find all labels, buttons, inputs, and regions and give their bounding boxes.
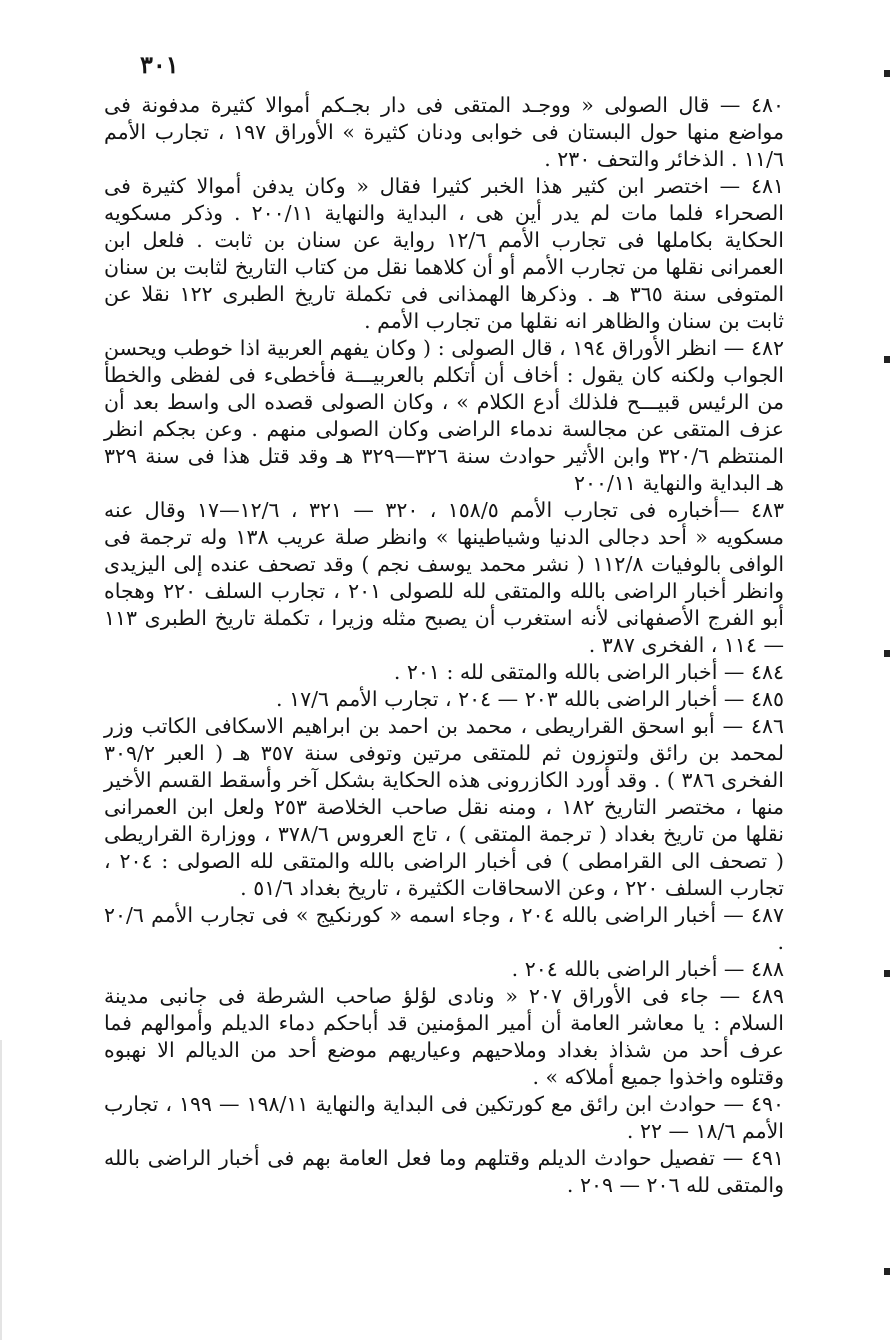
note-487: ٤٨٧ — أخبار الراضى بالله ٢٠٤ ، وجاء اسمه « كورنكيج » فى تجارب الأمم ٢٠/٦ . (104, 903, 785, 954)
note-490: ٤٩٠ — حوادث ابن رائق مع كورتكين فى البداية والنهاية ١٩٨/١١ — ١٩٩ ، تجارب الأمم ١٨/٦ — ٢٢ . (104, 1092, 784, 1143)
scan-margin-mark (884, 1268, 890, 1275)
scan-margin-mark (884, 356, 890, 363)
note-483: ٤٨٣ —أخباره فى تجارب الأمم ١٥٨/٥ ، ٣٢٠ — ٣٢١ ، ١٢/٦—١٧ وقال عنه مسكويه « أحد دجالى الدنيا وشياطينها » وانظر صلة عريب ١٣٨ وله ترجمة فى الوافى بالوفيات ١١٢/٨ ( نشر محمد يوسف نجم ) وقد تصحف عنده إلى اليزيدى وانظر أخبار الراضى بالله والمتقى لله للصولى ٢٠١ ، تجارب السلف ٢٢٠ وهجاه أبو الفرج الأصفهانى لأنه استغرب أن يصبح مثله وزيرا ، تكملة تاريخ الطبرى ١١٣ — ١١٤ ، الفخرى ٣٨٧ . (104, 498, 785, 657)
scan-margin-mark (884, 70, 890, 77)
note-481: ٤٨١ — اختصر ابن كثير هذا الخبر كثيرا فقال « وكان يدفن أموالا كثيرة فى الصحراء فلما مات لم يدر أين هى ، البداية والنهاية ٢٠٠/١١ . وذكر مسكويه الحكاية بكاملها فى تجارب الأمم ١٢/٦ رواية عن سنان بن ثابت . فلعل ابن العمرانى نقلها من تجارب الأمم أو أن كلاهما نقل من كتاب التاريخ لثابت بن سنان المتوفى سنة ٣٦٥ هـ . وذكرها الهمذانى فى تكملة تاريخ الطبرى ١٢٢ نقلا عن ثابت بن سنان والظاهر انه نقلها من تجارب الأمم . (104, 174, 785, 333)
note-491: ٤٩١ — تفصيل حوادث الديلم وقتلهم وما فعل العامة بهم فى أخبار الراضى بالله والمتقى لله ٢٠٦ — ٢٠٩ . (104, 1146, 784, 1197)
note-486: ٤٨٦ — أبو اسحق القراريطى ، محمد بن احمد بن ابراهيم الاسكافى الكاتب وزر لمحمد بن رائق ولتوزون ثم للمتقى مرتين وتوفى سنة ٣٥٧ هـ ( العبر ٣٠٩/٢ الفخرى ٣٨٦ ) . وقد أورد الكازرونى هذه الحكاية بشكل آخر وأسقط القسم الأخير منها ، مختصر التاريخ ١٨٢ ، ومنه نقل صاحب الخلاصة ٢٥٣ ولعل ابن العمرانى نقلها من تاريخ بغداد ( ترجمة المتقى ) ، تاج العروس ٣٧٨/٦ ، ووزارة القراريطى ( تصحف الى القرامطى ) فى أخبار الراضى بالله والمتقى لله الصولى : ٢٠٤ ، تجارب السلف ٢٢٠ ، وعن الاسحاقات الكثيرة ، تاريخ بغداد ٥١/٦ . (104, 714, 785, 900)
scan-edge-line (0, 1040, 2, 1340)
scan-margin-mark (884, 650, 890, 657)
scan-margin-mark (884, 970, 890, 977)
note-488: ٤٨٨ — أخبار الراضى بالله ٢٠٤ . (511, 957, 784, 981)
note-484: ٤٨٤ — أخبار الراضى بالله والمتقى لله : ٢٠١ . (393, 660, 784, 684)
note-480: ٤٨٠ — قال الصولى « ووجـد المتقى فى دار بجـكم أموالا كثيرة مدفونة فى مواضع منها حول البستان فى خوابى ودنان كثيرة » الأوراق ١٩٧ ، تجارب الأمم ١١/٦ . الذخائر والتحف ٢٣٠ . (104, 93, 785, 171)
note-482: ٤٨٢ — انظر الأوراق ١٩٤ ، قال الصولى : ( وكان يفهم العربية اذا خوطب ويحسن الجواب ولكنه كان يقول : أخاف أن أتكلم بالعربيـــة فأخطىء فى لفظى والخطأ من الرئيس قبيـــح فلذلك أدع الكلام » ، وكان الصولى قصده الى واسط بعد أن عزف المتقى عن مجالسة ندماء الراضى وكان الصولى منهم . وعن بجكم انظر المنتظم ٣٢٠/٦ وابن الأثير حوادث سنة ٣٢٦—٣٢٩ هـ وقد قتل هذا فى سنة ٣٢٩ هـ البداية والنهاية ٢٠٠/١١ (104, 336, 784, 495)
footnotes (104, 92, 784, 1199)
page-number: ٣٠١ (140, 50, 179, 79)
note-489: ٤٨٩ — جاء فى الأوراق ٢٠٧ « ونادى لؤلؤ صاحب الشرطة فى جانبى مدينة السلام : يا معاشر العامة أن أمير المؤمنين قد أباحكم دماء الديلم وأموالهم فما عرف أحد من شذاذ بغداد وملاحيهم وعياريهم موضع أحد من الديالم الا نهبوه وقتلوه واخذوا جميع أملاكه » . (104, 984, 784, 1089)
note-485: ٤٨٥ — أخبار الراضى بالله ٢٠٣ — ٢٠٤ ، تجارب الأمم ١٧/٦ . (276, 687, 784, 711)
